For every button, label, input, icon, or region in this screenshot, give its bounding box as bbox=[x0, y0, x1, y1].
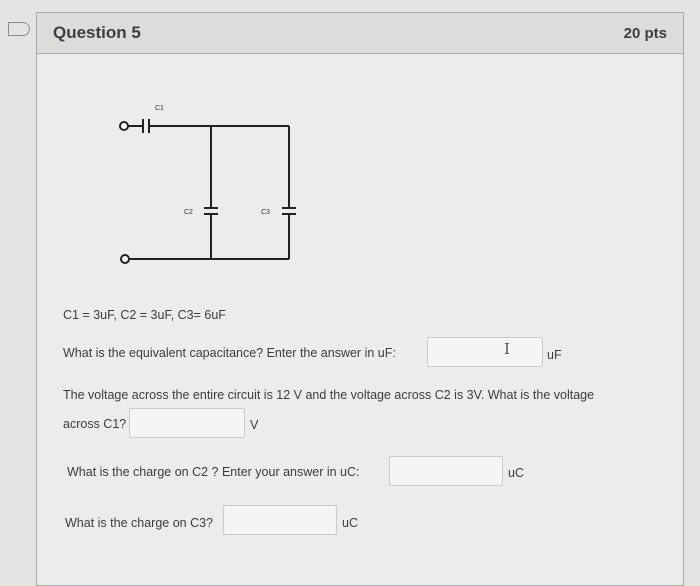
part3-prompt: What is the charge on C2 ? Enter your answer in uC: bbox=[67, 465, 360, 479]
part2-unit: V bbox=[250, 418, 259, 432]
circuit-diagram bbox=[113, 96, 313, 276]
part1-unit: uF bbox=[547, 348, 562, 362]
c2-label: C2 bbox=[184, 209, 193, 216]
equivalent-capacitance-input[interactable] bbox=[427, 337, 543, 367]
question-header bbox=[37, 13, 683, 54]
charge-c3-input[interactable] bbox=[223, 505, 337, 535]
part4-prompt: What is the charge on C3? bbox=[65, 516, 213, 530]
part2-prompt-line2: across C1? bbox=[63, 417, 127, 431]
question-points: 20 pts bbox=[623, 24, 667, 42]
question-card bbox=[36, 12, 684, 586]
part3-unit: uC bbox=[508, 466, 524, 480]
given-values: C1 = 3uF, C2 = 3uF, C3= 6uF bbox=[63, 308, 226, 322]
part2-prompt-line1: The voltage across the entire circuit is 12 V and the voltage across C2 is 3V. What is the voltage bbox=[63, 388, 595, 402]
part4-unit: uC bbox=[342, 516, 358, 530]
voltage-c1-input[interactable] bbox=[129, 408, 245, 438]
question-title: Question 5 bbox=[53, 23, 141, 42]
charge-c2-input[interactable] bbox=[389, 456, 503, 486]
c3-label: C3 bbox=[261, 209, 270, 216]
part1-prompt: What is the equivalent capacitance? Enter the answer in uF: bbox=[63, 346, 396, 360]
text-cursor-icon: I bbox=[504, 340, 510, 358]
flag-question-icon[interactable] bbox=[8, 22, 23, 36]
c1-label: C1 bbox=[155, 105, 164, 112]
